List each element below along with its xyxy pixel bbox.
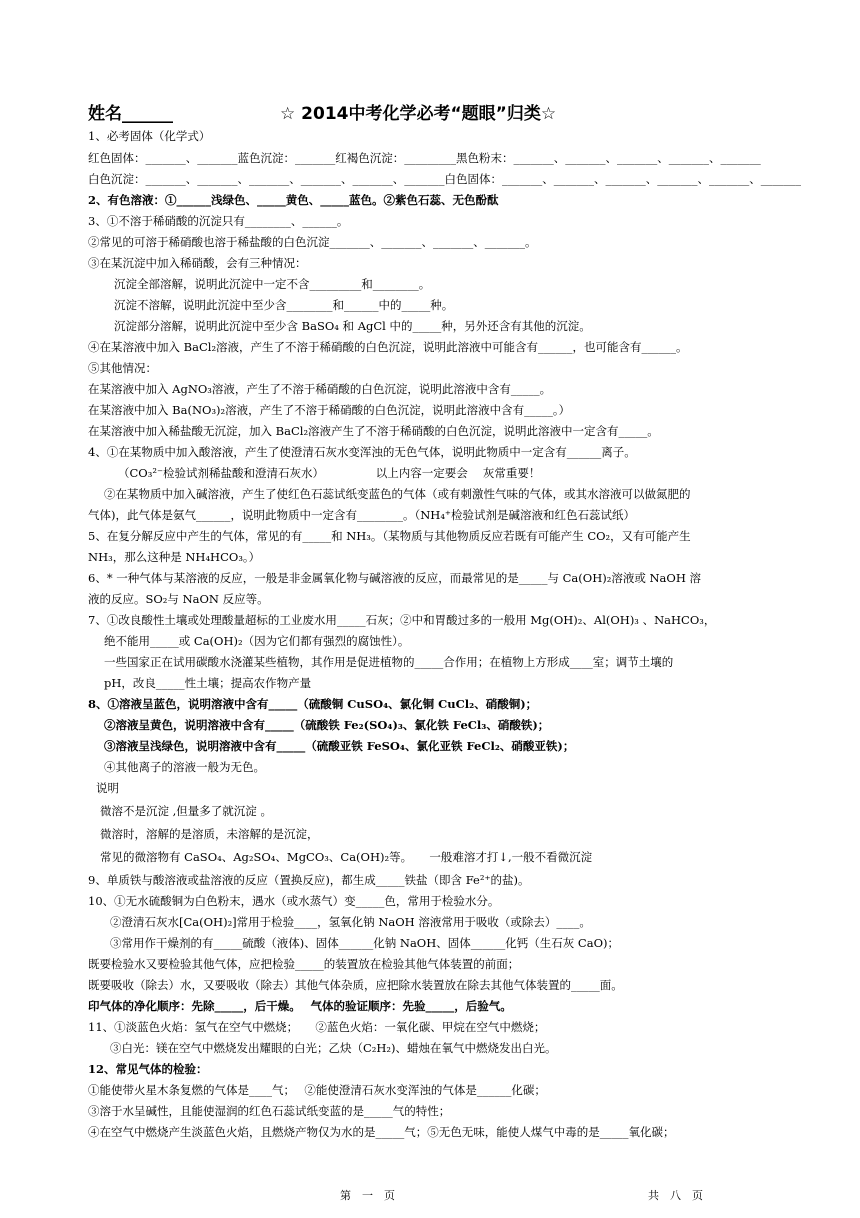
text-line: 微溶不是沉淀 ,但量多了就沉淀 。 [100,804,272,818]
text-line: 常见的微溶物有 CaSO₄、Ag₂SO₄、MgCO₃、Ca(OH)₂等。 一般难溶才打↓,一般不看微沉淀 [100,850,593,864]
text-line: 既要吸收（除去）水，又要吸收（除去）其他气体杂质，应把除水装置放在除去其他气体装置的_____面。 [88,978,623,992]
text-line: ③溶液呈浅绿色，说明溶液中含有_____（硫酸亚铁 FeSO₄、氯化亚铁 FeCl₂、硝酸亚铁)； [104,739,575,753]
text-line: 2、有色溶液：①______浅绿色、_____黄色、_____蓝色。②紫色石蕊、无色酚酞 [88,193,499,207]
text-line: NH₃，那么这种是 NH₄HCO₃。） [88,550,261,564]
text-line: 绝不能用_____或 Ca(OH)₂（因为它们都有强烈的腐蚀性）。 [104,634,410,648]
text-line: ②溶液呈黄色，说明溶液中含有_____（硫酸铁 Fe₂(SO₄)₃、氯化铁 FeCl₃、硝酸铁)； [104,718,550,732]
text-line: 5、在复分解反应中产生的气体，常见的有_____和 NH₃。（某物质与其他物质反应若既有可能产生 CO₂，又有可能产生 [88,529,691,543]
text-line: ③在某沉淀中加入稀硝酸，会有三种情况： [88,256,307,270]
text-line: 11、①淡蓝色火焰：氢气在空气中燃烧； ②蓝色火焰：一氧化碳、甲烷在空气中燃烧； [88,1020,546,1034]
text-line: 12、常见气体的检验： [88,1062,208,1076]
text-line: ⑤其他情况： [88,361,157,375]
text-line: 7、①改良酸性土壤或处理酸量超标的工业废水用_____石灰；②中和胃酸过多的一般用 Mg(OH)₂、Al(OH)₃ 、NaHCO₃， [88,613,716,627]
text-line: 6、* 一种气体与某溶液的反应，一般是非金属氧化物与碱溶液的反应，而最常见的是_____与 Ca(OH)₂溶液或 NaOH 溶 [88,571,702,585]
text-line: ④其他离子的溶液一般为无色。 [104,760,265,774]
text-line: ②澄清石灰水[Ca(OH)₂]常用于检验____，氢氧化钠 NaOH 溶液常用于吸收（或除去）____。 [110,915,591,929]
text-line: 微溶时，溶解的是溶质，未溶解的是沉淀， [100,827,319,841]
text-line: ①能使带火星木条复燃的气体是____气； ②能使澄清石灰水变浑浊的气体是______化碳； [88,1083,546,1097]
text-line: 10、①无水硫酸铜为白色粉末，遇水（或水蒸气）变_____色，常用于检验水分。 [88,894,500,908]
text-line: ③白光：镁在空气中燃烧发出耀眼的白光；乙炔（C₂H₂)、蜡烛在氧气中燃烧发出白光。 [110,1041,557,1055]
text-line: 1、必考固体（化学式） [88,129,211,143]
text-line: 8、①溶液呈蓝色，说明溶液中含有_____（硫酸铜 CuSO₄、氯化铜 CuCl₂、硝酸铜)； [88,697,538,711]
text-line: 沉淀不溶解，说明此沉淀中至少含________和______中的_____种。 [114,298,454,312]
total-pages: 共 八 页 [648,1189,703,1202]
text-line: 在某溶液中加入 Ba(NO₃)₂溶液，产生了不溶于稀硝酸的白色沉淀，说明此溶液中含有_____。） [88,403,571,417]
document-heading: ☆ 2014中考化学必考“题眼”归类☆ [280,104,557,124]
text-line: ③常用作干燥剂的有_____硫酸（液体)、固体______化钠 NaOH、固体______化钙（生石灰 CaO)； [110,936,619,950]
text-line: ③溶于水呈碱性，且能使湿润的红色石蕊试纸变蓝的是_____气的特性； [88,1104,451,1118]
text-line: ④在空气中燃烧产生淡蓝色火焰，且燃烧产物仅为水的是_____气；⑤无色无味，能使人煤气中毒的是_____氧化碳； [88,1125,675,1139]
text-line: pH，改良_____性土壤；提高农作物产量 [104,676,312,690]
text-line: 液的反应。SO₂与 NaON 反应等。 [88,592,269,606]
text-line: ④在某溶液中加入 BaCl₂溶液，产生了不溶于稀硝酸的白色沉淀，说明此溶液中可能含有______，也可能含有______。 [88,340,688,354]
text-line: 说明 [96,781,119,795]
text-line: 印气体的净化顺序：先除_____，后干燥。 气体的验证顺序：先验_____，后验气。 [88,999,512,1013]
text-line: 红色固体：_______、_______蓝色沉淀：_______红褐色沉淀：_________黑色粉末：_______、_______、_______、_______、_______ [88,151,761,165]
text-line: 在某溶液中加入 AgNO₃溶液，产生了不溶于稀硝酸的白色沉淀，说明此溶液中含有_____。 [88,382,552,396]
page-number: 第 一 页 [340,1189,395,1202]
text-line: 4、①在某物质中加入酸溶液，产生了使澄清石灰水变浑浊的无色气体，说明此物质中一定含有______离子。 [88,445,636,459]
document-title-bar [88,97,778,125]
text-line: 在某溶液中加入稀盐酸无沉淀，加入 BaCl₂溶液产生了不溶于稀硝酸的白色沉淀，说明此溶液中一定含有_____。 [88,424,659,438]
text-line: 沉淀部分溶解，说明此沉淀中至少含 BaSO₄ 和 AgCl 中的_____种，另外还含有其他的沉淀。 [114,319,591,333]
text-line: 3、①不溶于稀硝酸的沉淀只有________、______。 [88,214,349,228]
text-line: 一些国家正在试用碳酸水浇灌某些植物，其作用是促进植物的_____合作用；在植物上方形成____室；调节土壤的 [104,655,674,669]
student-name-label: 姓名______ [88,104,173,124]
text-line: ②常见的可溶于稀硝酸也溶于稀盐酸的白色沉淀_______、_______、_______、_______。 [88,235,537,249]
text-line: ②在某物质中加入碱溶液，产生了使红色石蕊试纸变蓝色的气体（或有刺激性气味的气体，或其水溶液可以做氮肥的 [104,487,691,501]
text-line: 沉淀全部溶解，说明此沉淀中一定不含_________和________。 [114,277,431,291]
text-line: 既要检验水又要检验其他气体，应把检验_____的装置放在检验其他气体装置的前面； [88,957,520,971]
text-line: 气体)，此气体是氨气______，说明此物质中一定含有________。（NH₄⁺检验试剂是碱溶液和红色石蕊试纸） [88,508,636,522]
text-line: 白色沉淀：_______、_______、_______、_______、_______、_______白色固体：_______、_______、_______、_______、_______、_______ [88,172,801,186]
text-line: 9、单质铁与酸溶液或盐溶液的反应（置换反应)，都生成_____铁盐（即含 Fe²⁺的盐)。 [88,873,530,887]
text-line: （CO₃²⁻检验试剂稀盐酸和澄清石灰水） 以上内容一定要会 灰常重要！ [118,466,541,480]
